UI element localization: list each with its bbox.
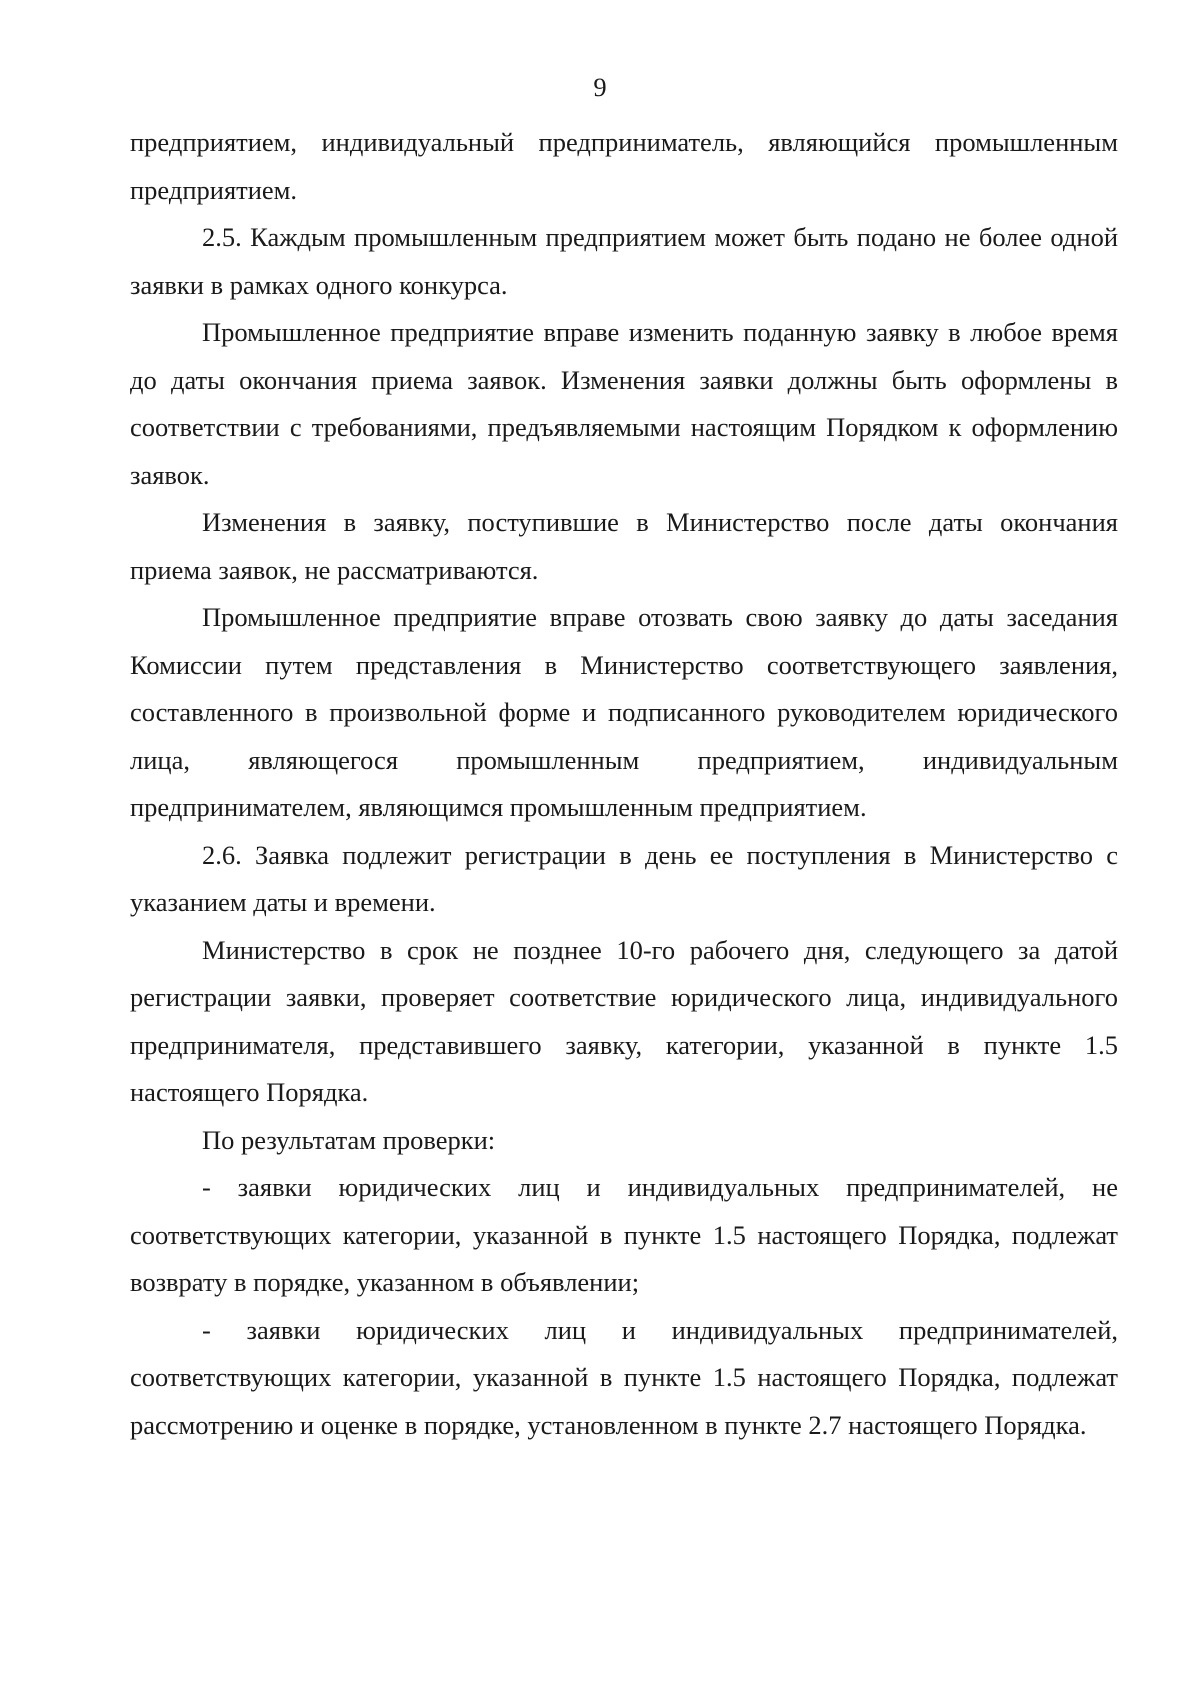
paragraph-2-5: 2.5. Каждым промышленным предприятием может быть подано не более одной заявки в рамках одного конкурса.: [130, 222, 1118, 300]
paragraph-withdraw-application: Промышленное предприятие вправе отозвать свою заявку до даты заседания Комиссии путем представления в Министерство соответствующего заявления, составленного в произвольной форме и подписанного руководителем юридического лица, являющегося промышленным предприятием, индивидуальным предпринимателем, являющимся промышленным предприятием.: [130, 602, 1118, 822]
list-item-review: - заявки юридических лиц и индивидуальных предпринимателей, соответствующих категории, указанной в пункте 1.5 настоящего Порядка, подлежат рассмотрению и оценке в порядке, установленном в пункте 2.7 настоящего Порядка.: [130, 1314, 1118, 1440]
paragraph-continuation: предприятием, индивидуальный предприниматель, являющийся промышленным предприятием.: [130, 127, 1118, 205]
list-item-return: - заявки юридических лиц и индивидуальных предпринимателей, не соответствующих категории, указанной в пункте 1.5 настоящего Порядка, подлежат возврату в порядке, указанном в объявлении;: [130, 1172, 1118, 1297]
page-number: 9: [593, 72, 607, 102]
paragraph-amend-application: Промышленное предприятие вправе изменить поданную заявку в любое время до даты окончания приема заявок. Изменения заявки должны быть оформлены в соответствии с требованиями, предъявляемыми настоящим Порядком к оформлению заявок.: [130, 317, 1118, 490]
paragraph-2-6: 2.6. Заявка подлежит регистрации в день ее поступления в Министерство с указанием даты и времени.: [130, 839, 1118, 917]
document-body: [130, 119, 1118, 1449]
paragraph-check-results: По результатам проверки:: [202, 1124, 496, 1155]
paragraph-ministry-check: Министерство в срок не позднее 10-го рабочего дня, следующего за датой регистрации заявки, проверяет соответствие юридического лица, индивидуального предпринимателя, представившего заявку, категории, указанной в пункте 1.5 настоящего Порядка.: [130, 934, 1118, 1107]
paragraph-late-changes: Изменения в заявку, поступившие в Министерство после даты окончания приема заявок, не рассматриваются.: [130, 507, 1118, 585]
